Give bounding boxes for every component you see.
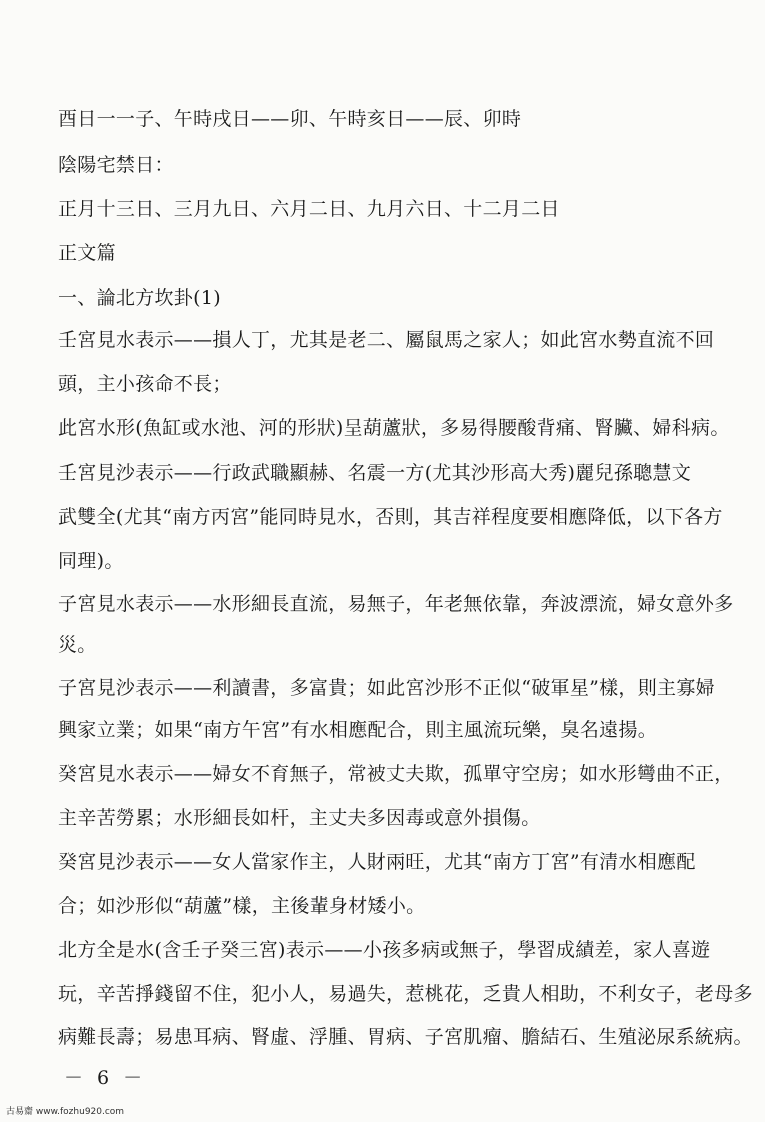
text-line: 正月十三日、三月九日、六月二日、九月六日、十二月二日	[58, 198, 560, 220]
text-line: 病難長壽；易患耳病、腎虛、浮腫、胃病、子宮肌瘤、膽結石、生殖泌尿系統病。	[58, 1026, 753, 1048]
text-line: 災。	[58, 634, 97, 656]
text-line: 頭，主小孩命不長；	[58, 373, 232, 395]
footer-site-name: 古易齋	[6, 1107, 34, 1117]
text-line: 此宮水形(魚缸或水池、河的形狀)呈葫蘆狀，多易得腰酸背痛、腎臟、婦科病。	[58, 417, 730, 439]
text-line: 子宮見沙表示——利讀書，多富貴；如此宮沙形不正似“破軍星”樣，則主寡婦	[58, 677, 715, 699]
text-line: 主辛苦勞累；水形細長如杆，主丈夫多因毒或意外損傷。	[58, 807, 541, 829]
text-line: 陰陽宅禁日：	[58, 154, 174, 176]
text-line: 同理)。	[58, 550, 124, 572]
section-heading: 正文篇	[58, 242, 116, 264]
footer-watermark	[6, 1104, 124, 1117]
text-line: 子宮見水表示——水形細長直流，易無子，年老無依靠，奔波漂流，婦女意外多	[58, 593, 734, 615]
text-line: 癸宮見沙表示——女人當家作主，人財兩旺，尤其“南方丁宮”有清水相應配	[58, 851, 696, 873]
footer-url[interactable]: www.fozhu920.com	[35, 1107, 125, 1117]
text-line: 北方全是水(含壬子癸三宮)表示——小孩多病或無子，學習成績差，家人喜遊	[58, 939, 711, 961]
text-line: 合；如沙形似“葫蘆”樣，主後輩身材矮小。	[58, 895, 426, 917]
text-line: 玩，辛苦掙錢留不住，犯小人，易過失，惹桃花，乏貴人相助，不利女子，老母多	[58, 983, 753, 1005]
text-line: 癸宮見水表示——婦女不育無子，常被丈夫欺，孤單守空房；如水形彎曲不正，	[58, 763, 734, 785]
text-line: 武雙全(尤其“南方丙宮”能同時見水，否則，其吉祥程度要相應降低，以下各方	[58, 506, 723, 528]
text-line: 壬宮見水表示——損人丁，尤其是老二、屬鼠馬之家人；如此宮水勢直流不回	[58, 329, 715, 351]
text-line: 壬宮見沙表示——行政武職顯赫、名震一方(尤其沙形高大秀)麗兒孫聰慧文	[58, 462, 692, 484]
text-line: 酉日一一子、午時戌日——卯、午時亥日——辰、卯時	[58, 108, 522, 130]
text-line: 興家立業；如果“南方午宮”有水相應配合，則主風流玩樂，臭名遠揚。	[58, 719, 658, 741]
subsection-heading: 一、論北方坎卦(1)	[58, 287, 221, 309]
page-number: － 6 －	[64, 1067, 147, 1089]
